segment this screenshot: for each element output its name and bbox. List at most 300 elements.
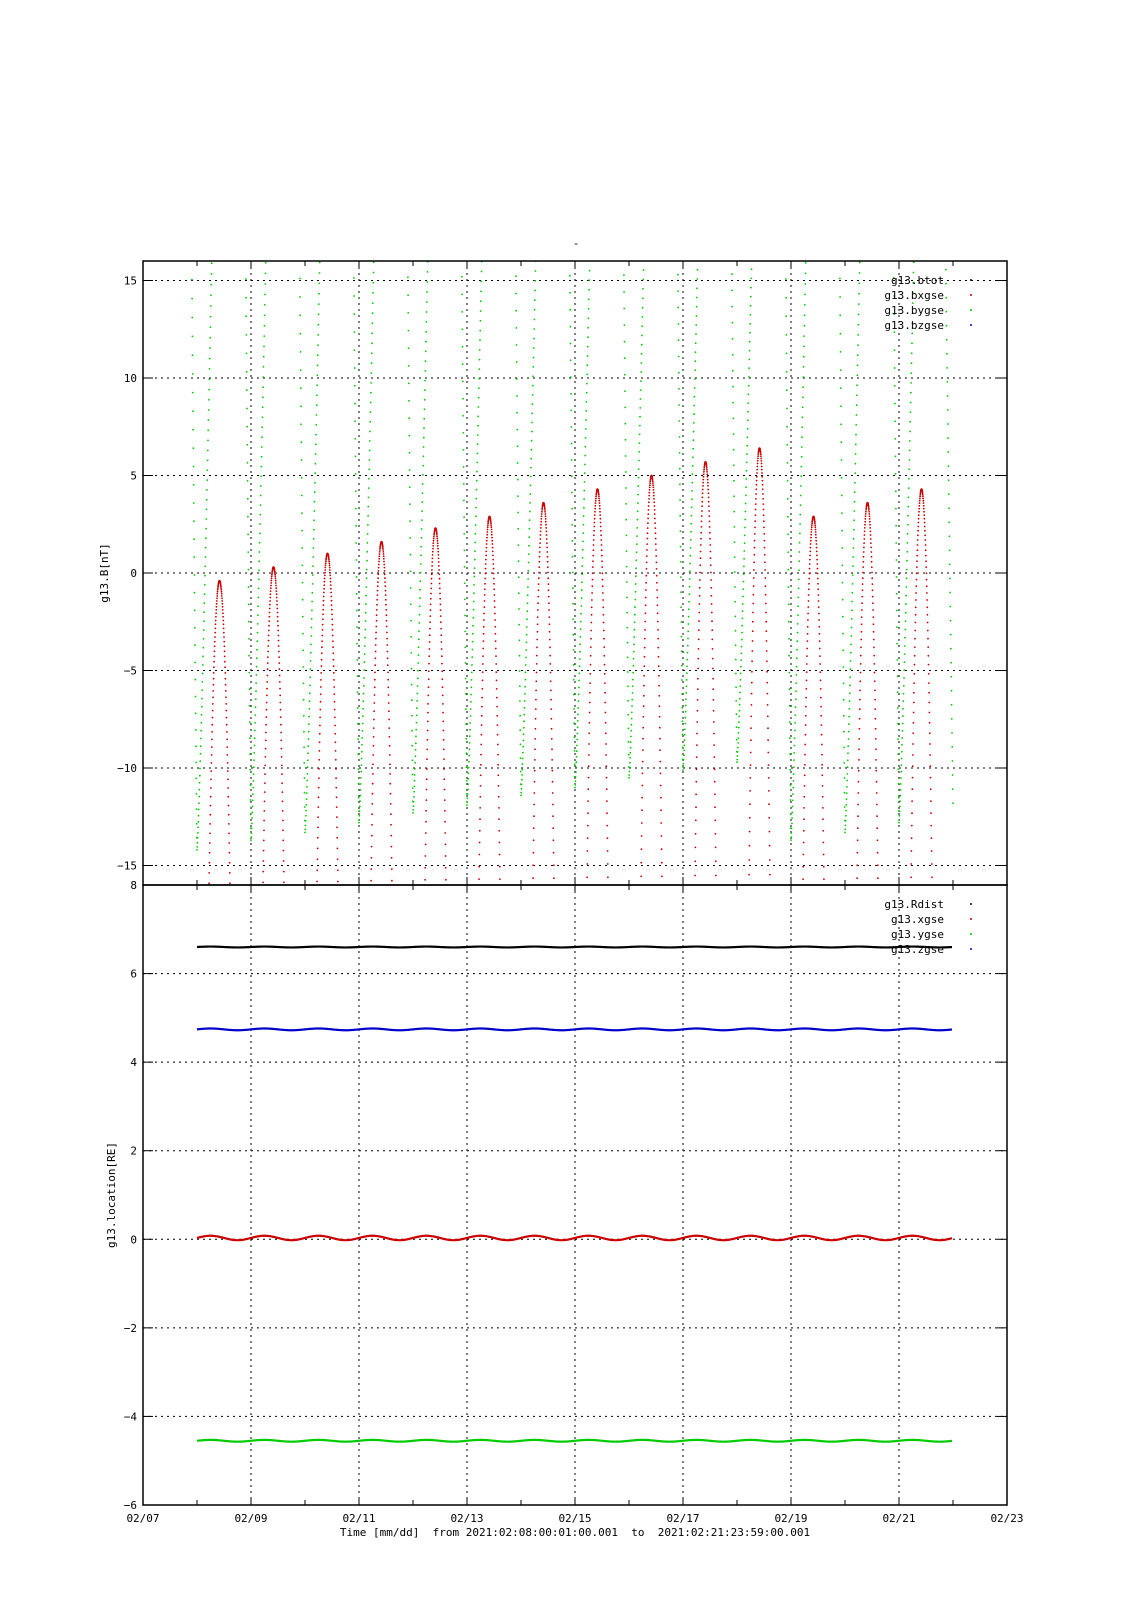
data-point [425, 360, 427, 362]
data-point [913, 722, 915, 724]
data-point [895, 542, 897, 544]
data-point [858, 314, 860, 316]
data-point [494, 594, 496, 596]
data-point [442, 721, 444, 723]
data-point [803, 356, 805, 358]
data-point [549, 631, 551, 633]
data-point [911, 342, 913, 344]
data-point [814, 522, 816, 524]
data-point [376, 609, 378, 611]
data-point [336, 816, 338, 818]
data-point [702, 489, 704, 491]
data-point [911, 800, 913, 802]
data-point [897, 723, 899, 725]
data-point [797, 605, 799, 607]
data-point [426, 321, 428, 323]
data-point [225, 690, 227, 692]
data-point [377, 577, 379, 579]
data-point [483, 633, 485, 635]
data-point [690, 523, 692, 525]
data-point [544, 509, 546, 511]
data-point [799, 523, 801, 525]
data-point [821, 764, 823, 766]
data-point [732, 322, 734, 324]
data-point [527, 578, 529, 580]
data-point [767, 693, 769, 695]
data-point [199, 782, 201, 784]
data-point [250, 827, 252, 829]
data-point [419, 597, 421, 599]
data-point [908, 487, 910, 489]
data-point [355, 456, 357, 458]
data-point [702, 492, 704, 494]
data-point [195, 778, 197, 780]
data-point [267, 662, 269, 664]
data-point [209, 823, 211, 825]
data-point [750, 314, 752, 316]
data-point [897, 675, 899, 677]
data-point [787, 534, 789, 536]
data-point [425, 810, 427, 812]
data-point [408, 383, 410, 385]
data-point [697, 710, 699, 712]
data-point [678, 372, 680, 374]
data-point [478, 387, 480, 389]
data-point [208, 419, 210, 421]
data-point [474, 559, 476, 561]
data-point [222, 603, 224, 605]
data-point [532, 385, 534, 387]
data-point [537, 631, 539, 633]
data-point [698, 639, 700, 641]
data-point [192, 373, 194, 375]
data-point [308, 716, 310, 718]
data-point [762, 484, 764, 486]
data-point [521, 788, 523, 790]
data-point [369, 440, 371, 442]
data-point [372, 292, 374, 294]
data-point [387, 657, 389, 659]
data-point [754, 547, 756, 549]
data-point [264, 801, 266, 803]
data-point [654, 522, 656, 524]
data-point [540, 518, 542, 520]
data-point [359, 806, 361, 808]
data-point [202, 681, 204, 683]
data-point [631, 699, 633, 701]
data-point [750, 727, 752, 729]
data-point [311, 609, 313, 611]
data-point [576, 739, 578, 741]
data-point [252, 800, 254, 802]
data-point [734, 556, 736, 558]
data-point [696, 306, 698, 308]
data-point [269, 597, 271, 599]
data-point [821, 754, 823, 756]
data-point [803, 346, 805, 348]
data-point [436, 536, 438, 538]
data-point [693, 431, 695, 433]
data-point [802, 396, 804, 398]
data-point [606, 825, 608, 827]
data-point [198, 802, 200, 804]
data-point [547, 577, 549, 579]
data-point [469, 722, 471, 724]
data-point [419, 580, 421, 582]
data-point [408, 365, 410, 367]
data-point [640, 876, 642, 878]
data-point [259, 533, 261, 535]
data-point [317, 848, 319, 850]
bxgse-arch [748, 447, 771, 875]
data-point [480, 754, 482, 756]
data-point [424, 408, 426, 410]
data-point [788, 655, 790, 657]
data-point [274, 574, 276, 576]
data-point [600, 526, 602, 528]
data-point [606, 788, 608, 790]
data-point [416, 693, 418, 695]
data-point [526, 642, 528, 644]
data-point [261, 466, 263, 468]
data-point [864, 521, 866, 523]
data-point [318, 777, 320, 779]
data-point [869, 527, 871, 529]
data-point [600, 530, 602, 532]
data-point [709, 521, 711, 523]
data-point [463, 449, 465, 451]
data-point [753, 554, 755, 556]
data-point [841, 495, 843, 497]
data-point [485, 559, 487, 561]
data-point [916, 579, 918, 581]
data-point [601, 560, 603, 562]
data-point [865, 511, 867, 513]
data-point [439, 583, 441, 585]
data-point [523, 740, 525, 742]
data-point [858, 283, 860, 285]
data-point [329, 569, 331, 571]
data-point [322, 629, 324, 631]
bottom-panel [105, 879, 1007, 1512]
data-point [317, 806, 319, 808]
data-point [916, 572, 918, 574]
data-point [699, 564, 701, 566]
data-point [602, 579, 604, 581]
data-point [803, 366, 805, 368]
data-point [819, 655, 821, 657]
data-point [584, 455, 586, 457]
data-point [532, 394, 534, 396]
data-point [696, 315, 698, 317]
data-point [590, 630, 592, 632]
data-point [356, 659, 358, 661]
data-point [740, 659, 742, 661]
data-point [246, 353, 248, 355]
data-point [429, 641, 431, 643]
data-point [332, 624, 334, 626]
data-point [255, 698, 257, 700]
data-point [637, 485, 639, 487]
data-point [870, 531, 872, 533]
data-point [215, 612, 217, 614]
data-point [260, 495, 262, 497]
data-point [431, 569, 433, 571]
data-point [517, 495, 519, 497]
data-point [856, 864, 858, 866]
data-point [796, 640, 798, 642]
data-point [365, 612, 367, 614]
data-point [767, 739, 769, 741]
g13-zgse-line [197, 1028, 952, 1030]
data-point [486, 543, 488, 545]
data-point [531, 413, 533, 415]
data-point [711, 603, 713, 605]
data-point [421, 510, 423, 512]
data-point [389, 754, 391, 756]
data-point [441, 678, 443, 680]
data-point [844, 792, 846, 794]
data-point [713, 721, 715, 723]
data-point [788, 586, 790, 588]
data-point [599, 508, 601, 510]
data-point [748, 376, 750, 378]
data-point [895, 525, 897, 527]
data-point [607, 850, 609, 852]
data-point [482, 671, 484, 673]
data-point [371, 362, 373, 364]
data-point [637, 510, 639, 512]
data-point [748, 874, 750, 876]
data-point [923, 502, 925, 504]
data-point [630, 741, 632, 743]
data-point [581, 565, 583, 567]
data-point [695, 820, 697, 822]
data-point [592, 555, 594, 557]
data-point [806, 680, 808, 682]
data-point [330, 578, 332, 580]
data-point [658, 675, 660, 677]
data-point [803, 335, 805, 337]
data-point [482, 663, 484, 665]
data-point [757, 458, 759, 460]
data-point [803, 818, 805, 820]
data-point [532, 403, 534, 405]
data-point [570, 343, 572, 345]
data-point [324, 572, 326, 574]
data-point [439, 598, 441, 600]
data-point [386, 632, 388, 634]
data-point [522, 763, 524, 765]
data-point [652, 484, 654, 486]
data-point [603, 638, 605, 640]
data-point [913, 712, 915, 714]
data-point [208, 378, 210, 380]
data-point [787, 551, 789, 553]
data-point [655, 538, 657, 540]
data-point [536, 647, 538, 649]
data-point [321, 652, 323, 654]
data-point [678, 420, 680, 422]
data-point [701, 510, 703, 512]
data-point [804, 315, 806, 317]
data-point [752, 612, 754, 614]
data-point [481, 706, 483, 708]
data-point [522, 752, 524, 754]
data-point [470, 694, 472, 696]
data-point [929, 712, 931, 714]
data-point [353, 277, 355, 279]
data-point [524, 700, 526, 702]
data-point [355, 473, 357, 475]
data-point [371, 813, 373, 815]
data-point [194, 662, 196, 664]
data-point [689, 570, 691, 572]
data-point [412, 787, 414, 789]
data-point [333, 686, 335, 688]
data-point [269, 604, 271, 606]
data-point [208, 389, 210, 391]
data-point [493, 568, 495, 570]
data-point [600, 534, 602, 536]
data-point [787, 498, 789, 500]
data-point [484, 583, 486, 585]
data-point [424, 380, 426, 382]
data-point [223, 632, 225, 634]
data-point [847, 773, 849, 775]
data-point [692, 465, 694, 467]
data-point [276, 597, 278, 599]
data-point [789, 705, 791, 707]
data-point [468, 755, 470, 757]
data-point [646, 549, 648, 551]
data-point [858, 748, 860, 750]
data-point [796, 657, 798, 659]
data-point [364, 629, 366, 631]
data-point [841, 477, 843, 479]
data-point [924, 522, 926, 524]
data-point [546, 534, 548, 536]
data-point [810, 547, 812, 549]
data-point [518, 608, 520, 610]
data-point [264, 773, 266, 775]
data-point [282, 820, 284, 822]
data-point [375, 638, 377, 640]
data-point [945, 311, 947, 313]
data-point [657, 621, 659, 623]
data-point [791, 817, 793, 819]
data-point [203, 602, 205, 604]
data-point [408, 347, 410, 349]
data-point [258, 579, 260, 581]
top-y-tick-label: 0 [130, 567, 137, 580]
data-point [910, 863, 912, 865]
data-point [208, 399, 210, 401]
data-point [768, 803, 770, 805]
data-point [375, 644, 377, 646]
data-point [740, 666, 742, 668]
data-point [586, 876, 588, 878]
data-point [386, 638, 388, 640]
data-point [332, 652, 334, 654]
data-point [223, 636, 225, 638]
data-point [518, 544, 520, 546]
data-point [862, 566, 864, 568]
data-point [255, 706, 257, 708]
data-point [540, 534, 542, 536]
data-point [861, 631, 863, 633]
data-point [642, 738, 644, 740]
data-point [764, 569, 766, 571]
data-point [213, 666, 215, 668]
data-point [604, 702, 606, 704]
data-point [426, 789, 428, 791]
data-point [570, 393, 572, 395]
data-point [371, 846, 373, 848]
data-point [800, 475, 802, 477]
data-point [335, 787, 337, 789]
data-point [259, 551, 261, 553]
data-point [370, 372, 372, 374]
data-point [817, 573, 819, 575]
data-point [798, 579, 800, 581]
data-point [660, 809, 662, 811]
data-point [654, 527, 656, 529]
data-point [379, 549, 381, 551]
data-point [680, 621, 682, 623]
data-point [364, 645, 366, 647]
data-point [625, 439, 627, 441]
data-point [820, 715, 822, 717]
data-point [641, 809, 643, 811]
data-point [443, 739, 445, 741]
data-point [659, 727, 661, 729]
data-point [496, 715, 498, 717]
data-point [193, 502, 195, 504]
data-point [281, 748, 283, 750]
data-point [839, 296, 841, 298]
data-point [315, 434, 317, 436]
data-point [309, 685, 311, 687]
data-point [911, 352, 913, 354]
data-point [194, 627, 196, 629]
data-point [367, 506, 369, 508]
data-point [225, 684, 227, 686]
data-point [747, 402, 749, 404]
data-point [802, 406, 804, 408]
data-point [847, 766, 849, 768]
data-point [632, 679, 634, 681]
data-point [748, 394, 750, 396]
data-point [317, 354, 319, 356]
data-point [686, 686, 688, 688]
data-point [858, 293, 860, 295]
data-point [248, 655, 250, 657]
data-point [263, 850, 265, 852]
data-point [492, 559, 494, 561]
data-point [208, 409, 210, 411]
data-point [595, 496, 597, 498]
data-point [741, 625, 743, 627]
data-point [322, 614, 324, 616]
data-point [640, 862, 642, 864]
data-point [906, 577, 908, 579]
data-point [592, 579, 594, 581]
data-point [874, 708, 876, 710]
data-point [907, 515, 909, 517]
data-point [788, 672, 790, 674]
data-point [918, 522, 920, 524]
